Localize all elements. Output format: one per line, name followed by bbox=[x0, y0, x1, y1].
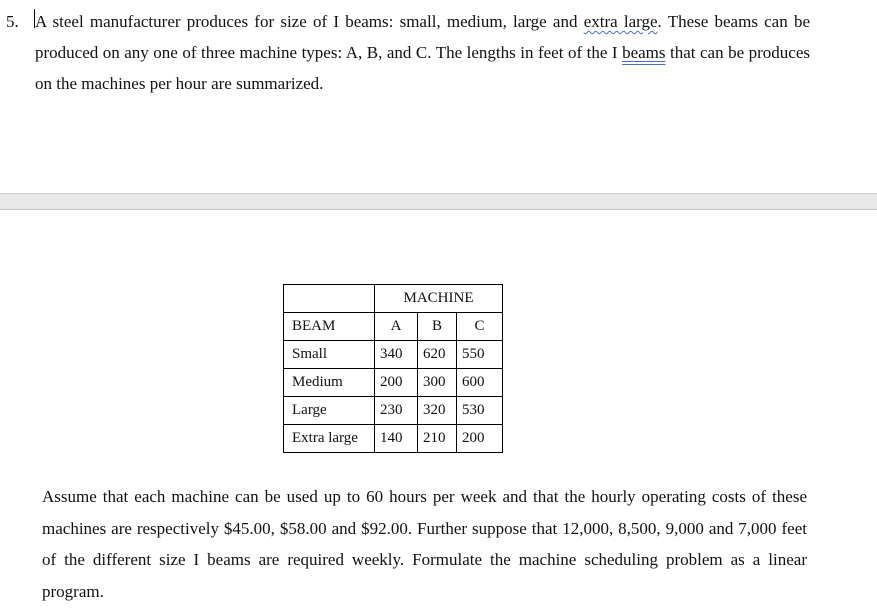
row-value-b: 620 bbox=[418, 341, 457, 369]
header-machine-a: A bbox=[375, 313, 418, 341]
row-value-a: 200 bbox=[375, 369, 418, 397]
question-text-part: A steel manufacturer produces for size of I beams: small, medium, large and bbox=[35, 12, 584, 31]
header-machine-c: C bbox=[457, 313, 503, 341]
row-value-c: 600 bbox=[457, 369, 503, 397]
header-machine-b: B bbox=[418, 313, 457, 341]
row-value-b: 300 bbox=[418, 369, 457, 397]
table-row bbox=[284, 369, 503, 397]
row-beam: Extra large bbox=[284, 425, 375, 453]
row-value-c: 550 bbox=[457, 341, 503, 369]
document-page-top bbox=[0, 0, 877, 193]
table-title: MACHINE bbox=[375, 285, 503, 313]
header-beam: BEAM bbox=[284, 313, 375, 341]
row-beam: Medium bbox=[284, 369, 375, 397]
grammar-flagged-phrase[interactable]: extra large bbox=[583, 12, 658, 31]
table-row bbox=[284, 341, 503, 369]
table-row bbox=[284, 397, 503, 425]
table-header-row bbox=[284, 313, 503, 341]
row-value-a: 340 bbox=[375, 341, 418, 369]
row-value-b: 210 bbox=[418, 425, 457, 453]
table-row bbox=[284, 425, 503, 453]
row-value-c: 200 bbox=[457, 425, 503, 453]
row-value-c: 530 bbox=[457, 397, 503, 425]
row-value-b: 320 bbox=[418, 397, 457, 425]
question-text-part: . These beams can be produced on any one of three machine types: A, B, and C. The lengths in feet of the I bbox=[35, 12, 810, 62]
row-beam: Large bbox=[284, 397, 375, 425]
page-break-gap bbox=[0, 193, 877, 210]
row-value-a: 230 bbox=[375, 397, 418, 425]
grammar-flagged-word[interactable]: beams bbox=[622, 43, 666, 62]
table-title-empty-cell bbox=[284, 285, 375, 313]
row-value-a: 140 bbox=[375, 425, 418, 453]
question-number: 5. bbox=[6, 12, 19, 31]
question-text-part: that can be produces on the machines per hour are summarized. bbox=[35, 43, 811, 93]
question-paragraph[interactable] bbox=[35, 6, 810, 99]
machine-table bbox=[283, 284, 503, 453]
table-title-row bbox=[284, 285, 503, 313]
assumption-paragraph[interactable]: Assume that each machine can be used up to 60 hours per week and that the hourly operating costs of these machines are respectively $45.00, $58.00 and $92.00. Further suppose that 12,000, 8,500, 9,000 and 7,000 feet of the different size I beams are required weekly. Formulate the machine scheduling problem as a linear program. bbox=[42, 487, 807, 601]
row-beam: Small bbox=[284, 341, 375, 369]
